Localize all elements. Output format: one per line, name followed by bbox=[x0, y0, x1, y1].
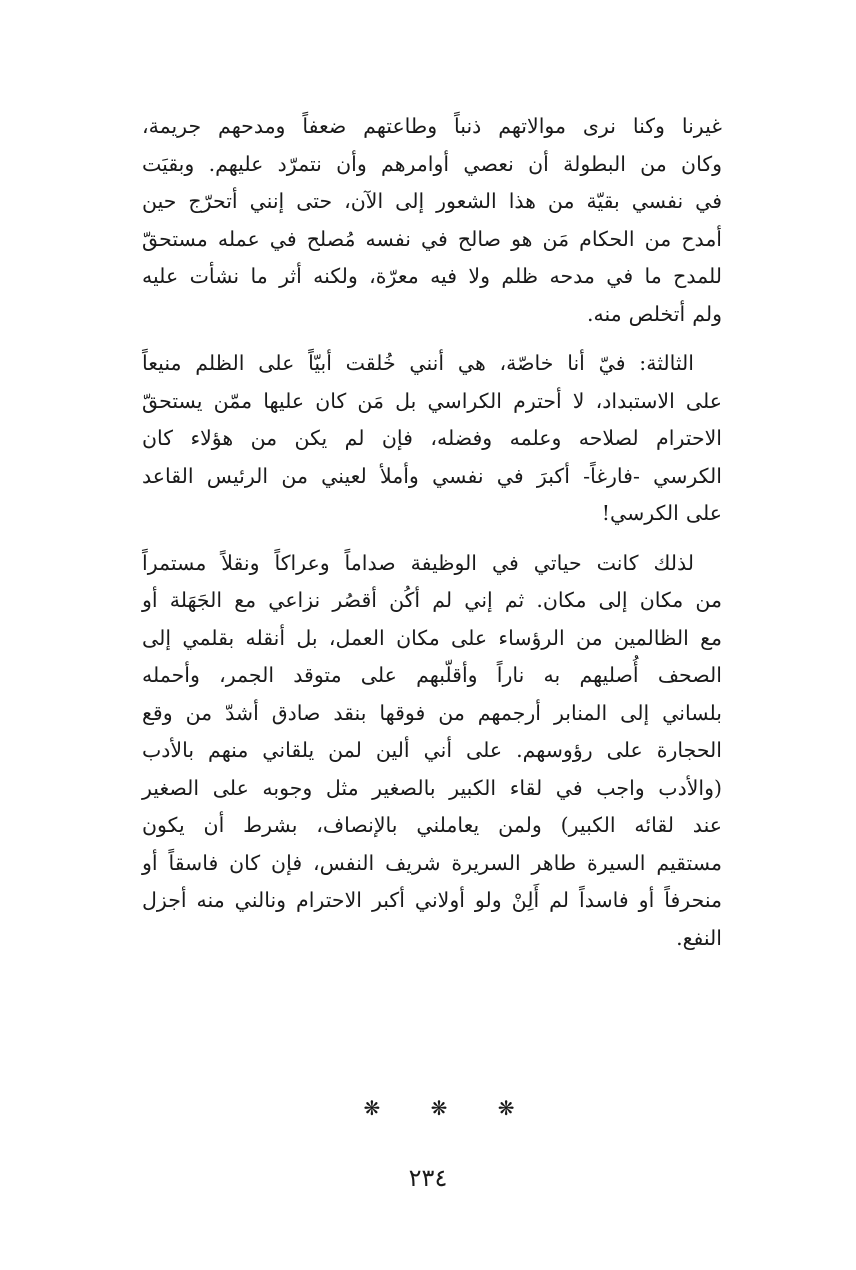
paragraph-1 bbox=[142, 108, 722, 333]
text-line: منحرفاً أو فاسداً لم أَلِنْ ولو أولاني أكبر الاحترام ونالني منه أجزل bbox=[142, 888, 722, 912]
page-body bbox=[142, 108, 722, 957]
text-line: أمدح من الحكام مَن هو صالح في نفسه مُصلح في عمله مستحقّ bbox=[142, 226, 722, 251]
text-line: وكان من البطولة أن نعصي أوامرهم وأن نتمرّد عليهم. وبقيَت bbox=[142, 151, 722, 176]
text-line: على الاستبداد، لا أحترم الكراسي بل مَن كان عليها ممّن يستحقّ bbox=[142, 388, 722, 413]
text-line: النفع. bbox=[676, 925, 722, 950]
paragraph-3 bbox=[142, 545, 722, 958]
text-line: (والأدب واجب في لقاء الكبير بالصغير مثل وجوبه على الصغير bbox=[142, 775, 722, 800]
text-line: من مكان إلى مكان. ثم إني لم أكُن أقصُر نزاعي مع الجَهَلة أو bbox=[142, 588, 722, 612]
text-line: الثالثة: فيّ أنا خاصّة، هي أنني خُلقت أبيّاً على الظلم منيعاً bbox=[142, 351, 694, 375]
text-line: مع الظالمين من الرؤساء على مكان العمل، بل أنقله بقلمي إلى bbox=[142, 625, 722, 650]
text-line: لذلك كانت حياتي في الوظيفة صداماً وعراكاً ونقلاً مستمراً bbox=[142, 550, 694, 575]
paragraph-2 bbox=[142, 345, 722, 533]
text-line: ولم أتخلص منه. bbox=[586, 301, 722, 326]
page-number: ٢٣٤ bbox=[408, 1164, 448, 1192]
text-line: غيرنا وكنا نرى موالاتهم ذنباً وطاعتهم ضعفاً ومدحهم جريمة، bbox=[142, 114, 722, 138]
text-line: الحجارة على رؤوسهم. على أني ألين لمن يلقاني منهم بالأدب bbox=[142, 738, 722, 762]
text-line: عند لقائه الكبير) ولمن يعاملني بالإنصاف، بشرط أن يكون bbox=[142, 813, 722, 837]
text-line: الصحف أُصليهم به ناراً وأقلّبهم على متوقد الجمر، وأحمله bbox=[142, 663, 722, 687]
text-line: للمدح ما في مدحه ظلم ولا فيه معرّة، ولكنه أثر ما نشأت عليه bbox=[142, 264, 722, 288]
text-line: على الكرسي! bbox=[601, 501, 722, 525]
text-line: مستقيم السيرة طاهر السريرة شريف النفس، فإن كان فاسقاً أو bbox=[142, 850, 722, 875]
text-line: الكرسي -فارغاً- أكبرَ في نفسي وأملأ لعيني من الرئيس القاعد bbox=[142, 463, 722, 488]
text-line: الاحترام لصلاحه وعلمه وفضله، فإن لم يكن من هؤلاء كان bbox=[142, 426, 722, 450]
text-line: في نفسي بقيّة من هذا الشعور إلى الآن، حتى إنني أتحرّج حين bbox=[142, 189, 722, 213]
section-separator: ❋ ❋ ❋ bbox=[363, 1096, 537, 1120]
text-line: بلساني إلى المنابر أرجمهم من فوقها بنقد صادق أشدّ من وقع bbox=[142, 700, 722, 725]
